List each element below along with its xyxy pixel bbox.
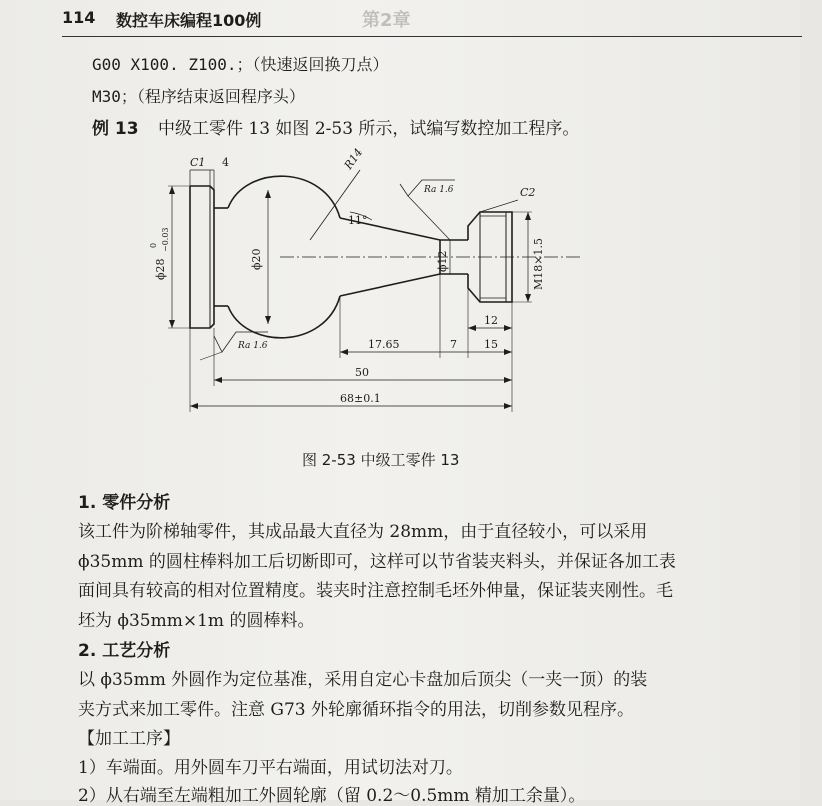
s1-line-2: ϕ35mm 的圆柱棒料加工后切断即可，这样可以节省装夹料头，并保证各加工表	[78, 551, 676, 572]
faint-chapter-text: 第2章	[362, 10, 411, 31]
s1-line-1: 该工件为阶梯轴零件，其成品最大直径为 28mm，由于直径较小，可以采用	[78, 522, 648, 542]
process-step-2: 2）从右端至左端粗加工外圆轮廓（留 0.2～0.5mm 精加工余量）。	[78, 786, 586, 806]
dim68-label: 68±0.1	[340, 392, 381, 405]
roughness-top-label: Ra 1.6	[424, 185, 454, 195]
s2-line-1: 以 ϕ35mm 外圆作为定位基准，采用自定心卡盘加后顶尖（一夹一顶）的装	[78, 670, 648, 690]
dia28-label: ϕ28	[154, 258, 167, 280]
section-1-title: 1. 零件分析	[78, 493, 171, 513]
roughness-bottom-label: Ra 1.6	[238, 341, 268, 351]
dim12-label: 12	[484, 314, 498, 327]
page-header	[62, 6, 822, 32]
dia20-label: ϕ20	[250, 248, 263, 270]
dia12-label: ϕ12	[436, 250, 449, 272]
c1-label: C1	[190, 156, 206, 169]
s2-line-2: 夹方式来加工零件。注意 G73 外轮廓循环指令的用法，切削参数见程序。	[78, 699, 635, 720]
example-label: 例 13	[92, 119, 139, 139]
thread-label: M18×1.5	[532, 238, 545, 290]
s1-line-4: 坯为 ϕ35mm×1m 的圆棒料。	[78, 610, 315, 631]
example-text: 中级工零件 13 如图 2-53 所示，试编写数控加工程序。	[157, 119, 580, 139]
dim15-label: 15	[484, 338, 498, 351]
r14-leader	[310, 170, 360, 240]
dia28-tol-upper: 0	[149, 242, 158, 248]
book-title: 数控车床编程100例	[116, 11, 262, 30]
section-2-title: 2. 工艺分析	[78, 641, 171, 661]
page-number: 114	[62, 8, 96, 27]
code-line-2: M30；（程序结束返回程序头）	[92, 87, 305, 106]
part-drawing	[150, 140, 630, 420]
header-rule	[62, 36, 802, 37]
dim50-label: 50	[355, 366, 369, 379]
c1-length-label: 4	[222, 156, 229, 169]
dim1765-label: 17.65	[368, 338, 400, 351]
example-line	[92, 114, 579, 139]
figure-caption: 图 2-53 中级工零件 13	[302, 451, 460, 469]
section-2-body	[78, 666, 780, 725]
dia28-tol-lower: −0.03	[161, 227, 170, 252]
section-1-body	[78, 518, 780, 636]
c2-label: C2	[520, 186, 536, 199]
process-step-1: 1）车端面。用外圆车刀平右端面，用试切法对刀。	[78, 758, 463, 778]
r14-label: R14	[341, 146, 366, 172]
s1-line-3: 面间具有较高的相对位置精度。装夹时注意控制毛坯外伸量，保证装夹刚性。毛	[78, 581, 673, 601]
process-title: 【加工工序】	[78, 729, 180, 749]
code-line-1: G00 X100. Z100.；（快速返回换刀点）	[92, 55, 389, 74]
angle-label: 11°	[348, 214, 368, 227]
dim7-label: 7	[450, 338, 457, 351]
